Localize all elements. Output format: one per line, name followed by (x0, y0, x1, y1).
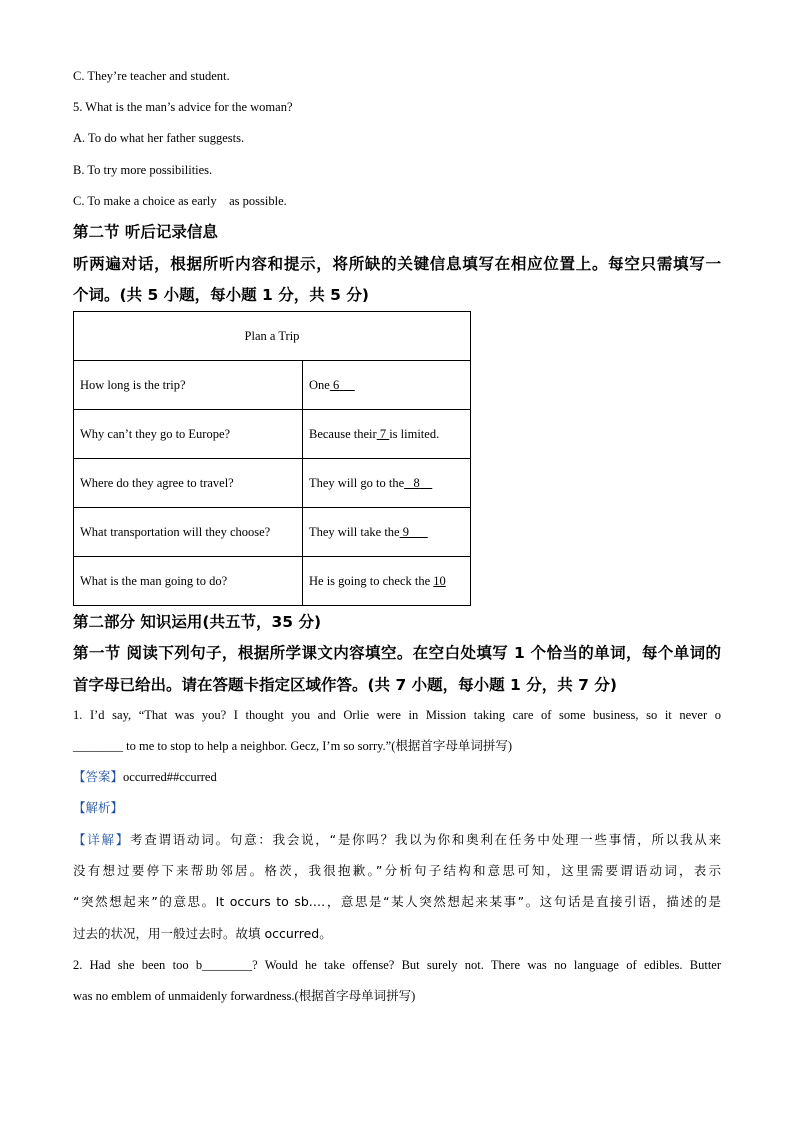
q1-detail-line2: 没有想过要停下来帮助邻居。格茨，我很抱歉。”分析句子结构和意思可知，这里需要谓语动词，表示 (73, 863, 721, 878)
option-a-q5: A. To do what her father suggests. (73, 131, 245, 145)
table-question: What is the man going to do? (74, 557, 303, 606)
q1-text-line2: ________ to me to stop to help a neighbor. Gecz, I’m so sorry.”(根据首字母单词拼写) (73, 739, 513, 753)
table-row (74, 459, 471, 508)
table-answer: One 6 (303, 361, 471, 410)
section2-instruction-2: 个词。(共 5 小题，每小题 1 分，共 5 分) (73, 286, 369, 304)
table-question: How long is the trip? (74, 361, 303, 410)
table-row (74, 410, 471, 459)
q2-blank[interactable]: b________ (195, 958, 253, 972)
section2-heading: 第二节 听后记录信息 (73, 223, 218, 241)
part2-sec1-instruction-2: 首字母已给出。请在答题卡指定区域作答。(共 7 小题，每小题 1 分，共 7 分) (73, 676, 617, 694)
table-question: Why can’t they go to Europe? (74, 410, 303, 459)
part2-heading: 第二部分 知识运用(共五节，35 分) (73, 613, 322, 631)
table-question: What transportation will they choose? (74, 508, 303, 557)
option-b-q5: B. To try more possibilities. (73, 163, 213, 177)
plan-trip-table (73, 311, 471, 606)
table-row (74, 508, 471, 557)
table-question: Where do they agree to travel? (74, 459, 303, 508)
table-answer: They will take the 9 (303, 508, 471, 557)
table-title: Plan a Trip (74, 312, 471, 361)
q1-answer (73, 769, 217, 785)
q2-text-line2: was no emblem of unmaidenly forwardness.(根据首字母单词拼写) (73, 989, 416, 1003)
table-answer: They will go to the 8 (303, 459, 471, 508)
answer-text: occurred##ccurred (123, 770, 217, 784)
question-5: 5. What is the man’s advice for the woman? (73, 100, 293, 114)
q1-detail-line4: 过去的状况，用一般过去时。故填 occurred。 (73, 926, 332, 941)
table-answer: He is going to check the 10 (303, 557, 471, 606)
option-c-q5: C. To make a choice as early as possible. (73, 194, 287, 208)
detail-label: 【详解】 (73, 832, 131, 847)
blank-8[interactable]: 8 (413, 475, 420, 490)
part2-sec1-instruction-1: 第一节 阅读下列句子，根据所学课文内容填空。在空白处填写 1 个恰当的单词，每个单词的 (73, 644, 721, 662)
q1-text-line1: 1. I’d say, “That was you? I thought you and Orlie were in Mission taking care of some business, so it never o (73, 708, 721, 722)
q1-detail-line3: “突然想起来”的意思。It occurs to sb.…，意思是“某人突然想起来某事”。这句话是直接引语，描述的是 (73, 894, 721, 909)
blank-10[interactable]: 10 (433, 573, 446, 588)
q1-analysis-label: 【解析】 (73, 800, 124, 815)
blank-9[interactable]: 9 (402, 524, 409, 539)
blank-7[interactable]: 7 (379, 426, 387, 441)
table-answer: Because their 7 is limited. (303, 410, 471, 459)
answer-label: 【答案】 (73, 769, 124, 784)
option-c-q4: C. They’re teacher and student. (73, 69, 230, 83)
q2-text-line1: 2. Had she been too b________? Would he take offense? But surely not. There was no language of edibles. Butter (73, 958, 722, 972)
table-row (74, 557, 471, 606)
q1-blank[interactable]: ________ (73, 739, 123, 753)
q1-detail-line1: 【详解】考查谓语动词。句意：我会说，“是你吗？我以为你和奥利在任务中处理一些事情，所以我从来 (73, 832, 721, 847)
blank-6[interactable]: 6 (332, 377, 340, 392)
table-row (74, 361, 471, 410)
section2-instruction-1: 听两遍对话，根据所听内容和提示，将所缺的关键信息填写在相应位置上。每空只需填写一 (73, 255, 721, 273)
